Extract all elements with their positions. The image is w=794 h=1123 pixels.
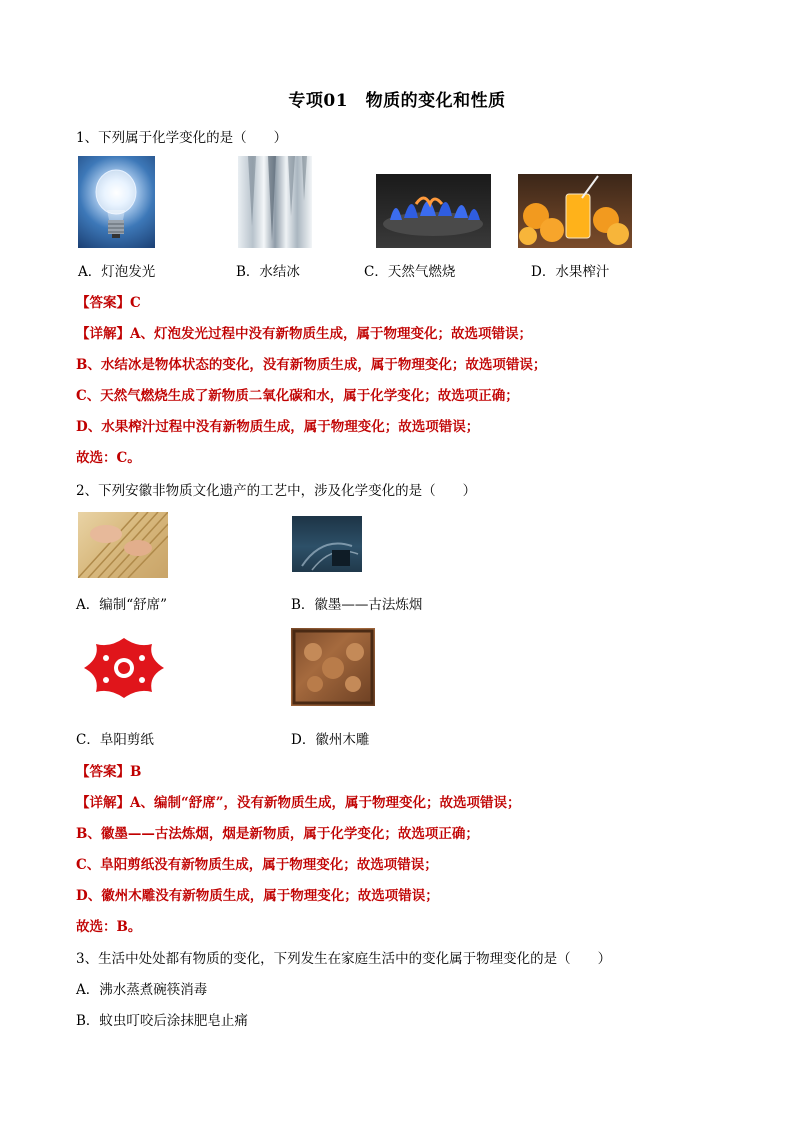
q2-detail-b: B、徽墨——古法炼烟，烟是新物质，属于化学变化；故选项正确； [76,826,479,842]
page-title: 专项01 物质的变化和性质 [288,91,506,111]
q3-option-b: B．蚊虫叮咬后涂抹肥皂止痛 [76,1013,248,1029]
q2-option-b: B．徽墨——古法炼烟 [291,597,423,613]
mat-weaving-image [78,512,168,578]
q3-stem: 3、生活中处处都有物质的变化，下列发生在家庭生活中的变化属于物理变化的是（ ） [76,951,612,967]
q1-answer-value: C [130,295,141,311]
q3-option-a: A．沸水蒸煮碗筷消毒 [76,982,208,998]
q1-stem: 1、下列属于化学变化的是（ ） [76,130,288,146]
q1-detail-b: B、水结冰是物体状态的变化，没有新物质生成，属于物理变化；故选项错误； [76,357,547,373]
q2-detail-c: C、阜阳剪纸没有新物质生成，属于物理变化；故选项错误； [76,857,438,873]
q2-detail-line: A、编制“舒席”，没有新物质生成，属于物理变化；故选项错误； [130,795,521,811]
gas-flame-image [376,174,491,248]
q1-option-c: C．天然气燃烧 [364,264,456,280]
q2-detail-tag: 【详解】 [76,795,130,811]
fruit-juice-image [518,174,632,248]
q1-conclusion: 故选：C。 [76,450,141,466]
q1-detail-d: D、水果榨汁过程中没有新物质生成，属于物理变化；故选项错误； [76,419,480,435]
q1-detail-line: A、灯泡发光过程中没有新物质生成，属于物理变化；故选项错误； [130,326,532,342]
q1-option-b: B．水结冰 [236,264,300,280]
q1-detail-c: C、天然气燃烧生成了新物质二氧化碳和水，属于化学变化；故选项正确； [76,388,519,404]
q1-answer [76,291,141,311]
q2-detail-a [76,791,521,811]
paper-cut-image [78,634,170,702]
q2-answer-value: B [130,764,142,780]
q2-option-a: A．编制“舒席” [76,597,168,613]
q1-option-d: D．水果榨汁 [531,264,610,280]
wood-carving-image [291,628,375,706]
q1-option-a: A．灯泡发光 [78,264,156,280]
q2-stem: 2、下列安徽非物质文化遗产的工艺中，涉及化学变化的是（ ） [76,483,477,499]
q2-conclusion: 故选：B。 [76,919,142,935]
q1-detail-tag: 【详解】 [76,326,130,342]
q2-answer [76,760,141,780]
q2-option-d: D．徽州木雕 [291,732,370,748]
ice-image [238,156,312,248]
light-bulb-image [78,156,155,248]
q2-answer-tag: 【答案】 [76,764,130,780]
q2-option-c: C．阜阳剪纸 [76,732,154,748]
q1-detail-a [76,322,532,342]
q2-detail-d: D、徽州木雕没有新物质生成，属于物理变化；故选项错误； [76,888,439,904]
ink-smoke-image [292,516,362,572]
q1-answer-tag: 【答案】 [76,295,130,311]
